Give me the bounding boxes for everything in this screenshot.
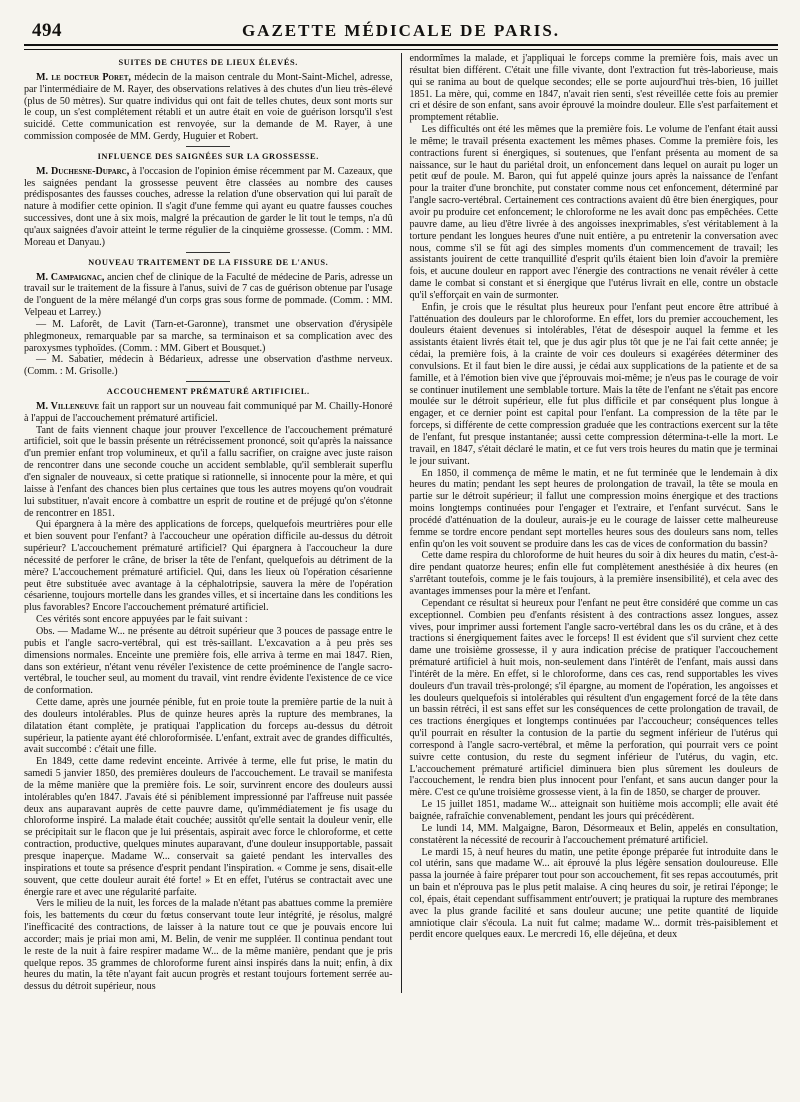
section-heading: INFLUENCE DES SAIGNÉES SUR LA GROSSESSE. bbox=[97, 151, 319, 161]
paragraph-text: fait un rapport sur un nouveau fait communiqué par M. Chailly-Honoré à l'appui de l'accouchement prématuré artificiel. bbox=[24, 400, 393, 424]
paragraph-text: médecin de la maison centrale du Mont-Saint-Michel, adresse, par l'intermédiaire de M. Rayer, des observations relatives à des chutes d'un lieu très-élevé (plus de 50 mètres). Sur quatre individus qui ont fait de telles chutes, deux sont morts sur le coup, un s'est complétement rétabli et un autre était en voie de guérison lorsqu'il s'est suicidé. Cette communication est renvoyée, sur la demande de M. Rayer, à une commission composée de MM. Gerdy, Huguier et Robert. bbox=[24, 71, 393, 143]
paragraph: — M. Laforêt, de Lavit (Tarn-et-Garonne), transmet une observation d'érysipèle phlegmoneux, remarquable par sa marche, sa terminaison et sa complication avec des paroxysmes typhoïdes. (Comm. : MM. Gibert et Bousquet.) bbox=[24, 318, 393, 354]
paragraph bbox=[24, 401, 393, 425]
section-divider bbox=[186, 146, 230, 147]
section-heading: SUITES DE CHUTES DE LIEUX ÉLEVÉS. bbox=[118, 58, 298, 67]
paragraph: Le 15 juillet 1851, madame W... atteignait son huitième mois accompli; elle avait été baignée, rafraîchie convenablement, pendant les jours qui précédèrent. bbox=[409, 799, 778, 822]
paragraph: Cependant ce résultat si heureux pour l'enfant ne peut être considéré que comme un cas exceptionnel. Combien peu d'enfants résistent à des contractions assez longues, assez vives, pour imprimer aussi fortement l'angle sacro-vertébral dans les os du crâne, et à des tractions si énergiquement faites avec le forceps! Il est évident que s'il survient chez cette dame une troisième grossesse, il y aura indication précise de pratiquer l'accouchement prématuré artificiel à huit mois, non-seulement dans l'intérêt de l'enfant, mais aussi dans l'intérêt de la mère. En effet, si le chloroforme, dans ces cas, rend supportables les vives douleurs d'un travail très-prolongé; s'il épargne, au moment de l'opération, les angoisses et les douleurs quelquefois si intolérables qui résultent d'un engagement forcé de la tête dans un bassin rétréci, il est sans effet sur les conséquences de cette prolongation de travail, de ces tractions énergiques et longtemps continuées par l'accoucheur; conséquences telles qu'il pourrait en résulter la contusion de la partie du segment inférieur de l'utérus qui correspond à l'angle sacro-vertébral, et même la perforation, qui pourrait vers ce point suivre cette contusion, du reste du segment inférieur de l'utérus, du vagin, etc. L'accouchement prématuré artificiel diminuera bien plus sûrement les douleurs de l'accouchement, le rendra bien plus innocent pour l'enfant, et sans aucun danger pour la mère. C'est ce qu'une troisième grossesse vient, à la fin de 1850, se charger de prouver. bbox=[409, 597, 778, 799]
paragraph: Qui épargnera à la mère des applications de forceps, quelquefois meurtrières pour elle et bien souvent pour l'enfant? à l'accoucheur une opération difficile au-dessus du détroit supérieur? L'accouchement prématuré artificiel? Qui épargnera à l'accoucheur la dure nécessité de perforer le crâne, de briser la tête de l'enfant, quelquefois au détriment de la mère? L'accouchement prématuré artificiel. Qui, dans les lieux où l'opération césarienne peut être substituée avec avantage à la céphalotripsie, sauvera la mère de l'opération césarienne, toujours mortelle dans les grandes villes, et si incertaine dans les conditions les plus favorables? Encore l'accouchement prématuré artificiel. bbox=[24, 519, 393, 614]
paragraph: En 1850, il commença de même le matin, et ne fut terminée que le lendemain à dix heures du matin; pendant les sept heures de prolongation de travail, la tête se moula en partie sur le détroit supérieur; il fallut une compression moins énergique et des tractions moins longtemps continuées pour l'engager et l'extraire, et l'enfant survécut. Sans le procédé d'atténuation de la douleur, aurais-je eu le courage de laisser cette malheureuse femme se tordre encore pendant sept mortelles heures sous des douleurs sans nom, telles enfin qu'on les voit souvent se produire dans les cas de vices de conformation du bassin? bbox=[409, 467, 778, 550]
section-heading: ACCOUCHEMENT PRÉMATURÉ ARTIFICIEL. bbox=[106, 387, 310, 397]
section-heading: NOUVEAU TRAITEMENT DE LA FISSURE DE L'ANUS. bbox=[88, 257, 329, 267]
paragraph: Ces vérités sont encore appuyées par le fait suivant : bbox=[36, 614, 248, 626]
paragraph bbox=[24, 72, 393, 143]
left-column bbox=[24, 53, 393, 993]
page-title: GAZETTE MÉDICALE DE PARIS. bbox=[241, 21, 561, 40]
paragraph: Tant de faits viennent chaque jour prouver l'excellence de l'accouchement prématuré artificiel, soit que le bassin présente un rétrécissement prononcé, soit qu'après la naissance d'un premier enfant trop volumineux, et qu'il a fallu sacrifier, on craigne avec juste raison de rencontrer dans une seconde couche un accident semblable, qu'il semblerait superflu d'en signaler de nouveaux, si cette pratique si rationnelle, si innocente pour la mère, et qui laisse à l'enfant des chances bien plus certaines que tous les autres moyens qu'on voudrait lui substituer, n'avait encore à combattre un esprit de routine et de préjugé qu'on s'étonne de rencontrer en 1851. bbox=[24, 424, 393, 519]
paragraph bbox=[24, 272, 393, 319]
paragraph: Les difficultés ont été les mêmes que la première fois. Le volume de l'enfant était aussi le même; le travail présenta exactement les mêmes phases. Comme la première fois, les contractions furent si énergiques, si soutenues, que l'enfant présenta au moment de sa naissance, sur le haut du pariétal droit, un enfoncement dans lequel on aurait pu loger un petit œuf de poule. M. Baron, qui fut appelé quinze jours après la naissance de l'enfant pour la traiter d'une bronchite, put constater comme nous cet enfoncement, déterminé par l'angle sacro-vertébral. Certainement ces contractions avaient dû être bien énergiques, pour avoir pu produire cet enfoncement; le chloroforme ne les avait donc pas empêchées. Cette pauvre dame, au lieu d'être livrée à des angoisses inexprimables, s'est véritablement à la torture pendant les longues heures d'une nuit entière, a pu entretenir la conversation avec nous, comme s'il se fût agi des simples moments d'un commencement de travail; les assistants jouirent de cette tranquillité d'esprit qu'ils étaient bien loin d'avoir la première fois, et aucune douleur en rapport avec l'énergie des contractions ne venait révéler à cette dame le combat si constant et si énergique que l'utérus livrait en elle, contre un obstacle qu'il s'efforçait en vain de surmonter. bbox=[409, 124, 778, 301]
author-name: M. Duchesne-Duparc, bbox=[36, 165, 130, 177]
paragraph: Le lundi 14, MM. Malgaigne, Baron, Désormeaux et Belin, appelés en consultation, constatèrent la nécessité de recourir à l'accouchement prématuré artificiel. bbox=[409, 822, 778, 846]
page-number: 494 bbox=[32, 20, 62, 41]
author-name: M. Villeneuve bbox=[36, 400, 100, 412]
column-divider bbox=[401, 53, 402, 993]
paragraph: Cette dame, après une journée pénible, fut en proie toute la première partie de la nuit à des douleurs intolérables. Plus de quinze heures après la rupture des membranes, la dilatation étant complète, je pratiquai l'application du forceps au-dessus du détroit supérieur, la patiente ayant été chloroformisée. L'enfant, extrait avec de grandes difficultés, avait succombé : c'était une fille. bbox=[24, 697, 393, 756]
paragraph: Vers le milieu de la nuit, les forces de la malade n'étant pas abattues comme la première fois, les battements du cœur du fœtus conservant toute leur intégrité, je résolus, malgré l'inefficacité des contractions, de laisser à la nature tout ce que je pouvais encore lui accorder; mais je priai mon ami, M. Belin, de venir me suppléer. Il continua pendant tout le reste de la nuit à faire respirer madame W... de la même manière, pendant que je pris quelque repos. 35 grammes de chloroforme furent ainsi inspirés dans la nuit; enfin, à dix heures du matin, la tête n'ayant fait aucun progrès et restant toujours fortement serrée au-dessus du détroit supérieur, nous bbox=[24, 898, 393, 993]
paragraph: En 1849, cette dame redevint enceinte. Arrivée à terme, elle fut prise, le matin du samedi 5 janvier 1850, des premières douleurs de l'accouchement. Le travail se manifesta de la même manière que la première fois. Le soir, survinrent encore des douleurs aussi intolérables qu'en 1847. J'avais été si péniblement impressionné par l'affreuse nuit passée deux ans auparavant auprès de cette pauvre dame, qu'immédiatement je fis usage du chloroforme inspiré. La malade était couchée; aussitôt qu'elle sentait la douleur venir, elle se précipitait sur le flacon que je lui présentais, aspirait avec force le chloroforme, et cette contraction, productive, quelques minutes auparavant, d'une douleur insupportable, passait presque inaperçue. Madame W... conservait sa gaieté pendant les intervalles des inspirations et toute sa présence d'esprit pendant l'inspiration. « Comme je sens, disait-elle souvent, que cette douleur aurait été forte! » Et en effet, l'utérus se contractait avec une énergie rare et avec une régularité parfaite. bbox=[24, 756, 393, 898]
author-name: M. Campaignac, bbox=[36, 271, 105, 283]
paragraph: — M. Sabatier, médecin à Bédarieux, adresse une observation d'asthme nerveux. (Comm. : M. Grisolle.) bbox=[24, 354, 393, 378]
header-rule bbox=[24, 44, 778, 50]
right-column bbox=[409, 53, 778, 993]
columns bbox=[24, 53, 778, 993]
paragraph-text: à l'occasion de l'opinion émise récemment par M. Cazeaux, que les saignées pendant la grossesse peuvent être classées au nombre des causes prédisposantes des fausses couches, adresse la relation d'une observation qui lui paraît de nature à modifier cette opinion. Il s'agit d'une femme qui ayant eu quatre fausses couches successives, dont une à six mois, malgré la précaution de garder le lit tout le temps, n'a dû qu'aux saignées d'avoir atteint le terme régulier de la cinquième grossesse. (Comm. : MM. Moreau et Danyau.) bbox=[24, 165, 393, 248]
paragraph: Cette dame respira du chloroforme de huit heures du soir à dix heures du matin, c'est-à-dire pendant quatorze heures; enfin elle fut complètement anesthésiée à dix heures (en s'arrêtant toutefois, comme je le fais toujours, à la première insensibilité), et cela avec des avantages immenses pour la mère et l'enfant. bbox=[409, 550, 778, 597]
masthead bbox=[24, 10, 778, 42]
paragraph-text: ancien chef de clinique de la Faculté de médecine de Paris, adresse un travail sur le traitement de la fissure à l'anus, suivi de 7 cas de guérison obtenue par l'usage de l'onguent de la mère mélangé d'un corps gras sous forme de pommade. (Comm. : MM. Velpeau et Larrey.) bbox=[24, 271, 393, 319]
author-name: M. le docteur Poret, bbox=[36, 71, 131, 83]
paragraph: Le mardi 15, à neuf heures du matin, une petite éponge préparée fut introduite dans le col utérin, sans que madame W... ait éprouvé la plus légère sensation douloureuse. Elle passa la journée à faire préparer tout pour son accouchement, fit ses repas accoutumés, prit un bain et n'éprouva pas le plus petit malaise. A cinq heures du soir, je retirai l'éponge; le col, épais, était cependant suffisamment entr'ouvert; je pratiquai la rupture des membranes avec la plus grande facilité et sans douleur aucune; une petite quantité de liquide amniotique clair s'écoula. La nuit fut calme; madame W... dormit très-paisiblement et perdit encore quelques eaux. Le mercredi 16, elle déjeûna, et deux bbox=[409, 846, 778, 941]
paragraph bbox=[24, 166, 393, 249]
section-divider bbox=[186, 252, 230, 253]
section-divider bbox=[186, 381, 230, 382]
paragraph: Enfin, je crois que le résultat plus heureux pour l'enfant peut encore être attribué à l'atténuation des douleurs par le chloroforme. En effet, lors du premier accouchement, les douleurs étaient devenues si intolérables, l'état de désespoir auquel la femme et les assistants étaient livrés était tel, que je dus agir plus tôt que je ne l'ai fait cette année; je cédai, la première fois, à la crainte de voir ces douleurs si exagérées déterminer des convulsions. Et il faut bien le dire aussi, je cédai aux supplications de la patiente et de sa famille, et à l'émotion bien vive que j'éprouvais moi-même; je n'eus pas le courage de voir se continuer inutilement une semblable torture. Mais la tête de l'enfant ne s'était pas encore moulée sur le détroit supérieur, elle fut plus difficile et par conséquent plus longue à engager, et ce dernier point est capital pour l'enfant. La compression de la tête par le forceps, si différente de cette compression graduée que les contractions exercent sur la tête de l'enfant, fut presque instantanée; aussi cette compression détermina-t-elle la mort. Le travail, en 1847, s'était déclaré le matin, et ce fut vers trois heures du matin que je terminai le jour suivant. bbox=[409, 301, 778, 467]
paragraph: endormîmes la malade, et j'appliquai le forceps comme la première fois, mais avec un résultat bien différent. C'était une fille vivante, dont l'extraction fut très-laborieuse, mais qui se ranima au bout de quelque secondes; elle se porte aujourd'hui très-bien, 16 juillet 1851. La mère, qui, comme en 1847, n'avait rien senti, s'est réveillée cette fois au premier cri et désire de son enfant, sans avoir éprouvé la moindre douleur. Elle s'est parfaitement et promptement rétablie. bbox=[409, 53, 778, 124]
paragraph: Obs. — Madame W... ne présente au détroit supérieur que 3 pouces de passage entre le pubis et l'angle sacro-vertébral, qui est très-saillant. L'excavation a à peu près ses dimensions normales. Enceinte une première fois, elle arriva à terme en mai 1847. Rien, dans son extérieur, n'étant venu révéler l'existence de cette proéminence de l'angle sacro-vertébral, le toucher seul, au moment du travail, vint rendre évidente l'existence de ce vice de conformation. bbox=[24, 625, 393, 697]
